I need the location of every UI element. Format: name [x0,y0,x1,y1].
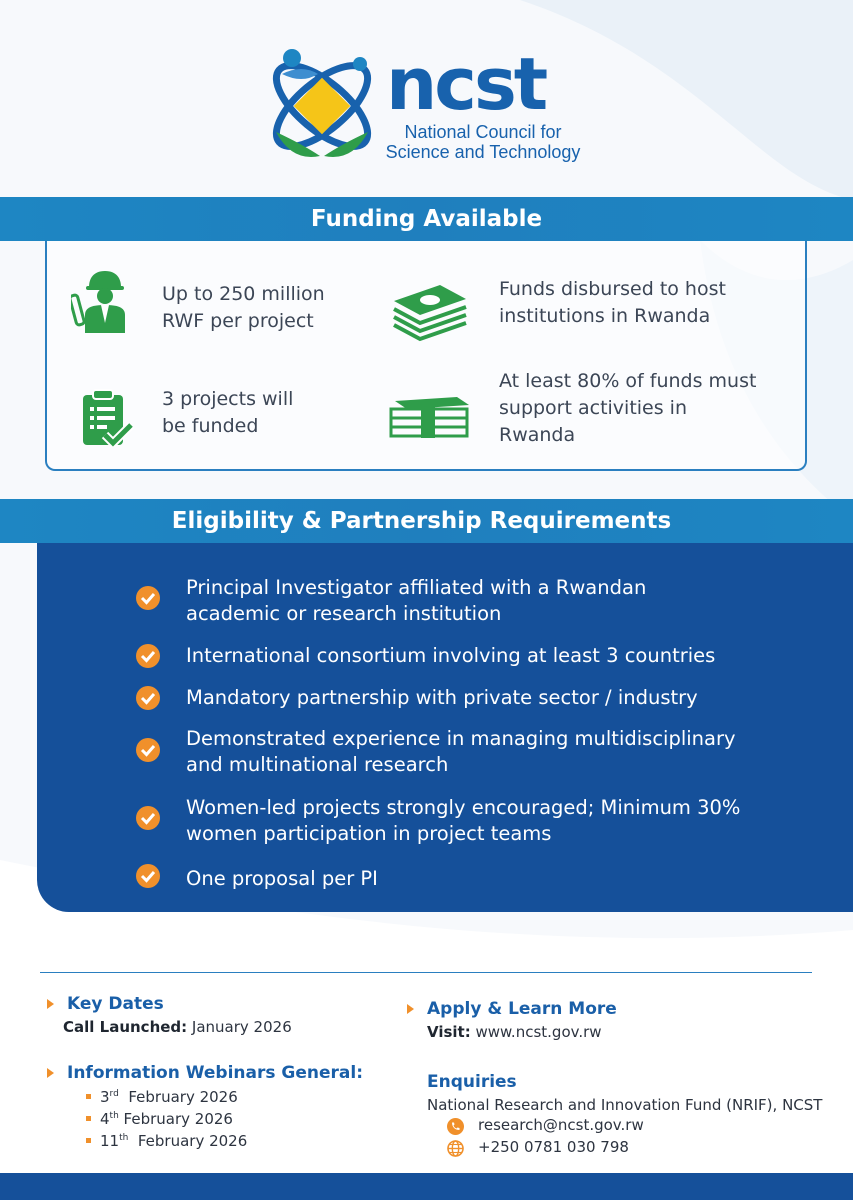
visit-line [427,1023,602,1041]
enquiries-org: National Research and Innovation Fund (NRIF), NCST [427,1096,823,1114]
logo-subtitle-line1: National Council for [404,122,562,142]
webinar-date-suffix: th [109,1111,119,1121]
bullet-arrow-icon [407,1004,414,1014]
call-launched-value: January 2026 [187,1018,292,1036]
webinar-date-rest: February 2026 [118,1088,238,1106]
apply-title: Apply & Learn More [427,999,617,1019]
footer-bar [0,1173,853,1200]
funding-item-disbursed-line1: Funds disbursed to host [499,278,726,300]
funding-header-title: Funding Available [310,206,543,232]
webinar-date-day: 11 [100,1132,120,1150]
enquiries-email[interactable]: research@ncst.gov.rw [478,1116,644,1134]
webinar-date-suffix: th [119,1133,129,1143]
webinar-date-suffix: rd [109,1089,119,1099]
call-launched-label: Call Launched: [63,1018,188,1036]
requirement-line1: Demonstrated experience in managing multidisciplinary [186,727,736,750]
webinar-date-rest: February 2026 [118,1110,233,1128]
requirement-line2: academic or research institution [186,602,502,625]
bullet-arrow-icon [47,999,54,1009]
logo-wordmark: ncst [386,42,546,126]
phone-icon [447,1118,464,1135]
webinar-date [100,1132,247,1150]
webinar-date-rest: February 2026 [128,1132,248,1150]
requirement-line1: Women-led projects strongly encouraged; Minimum 30% [186,796,741,819]
webinars-title: Information Webinars General: [67,1063,363,1083]
requirement-line2: and multinational research [186,753,449,776]
funding-item-disbursed-line2: institutions in Rwanda [499,305,711,327]
webinar-date-day: 4 [100,1110,110,1128]
requirement-line1: One proposal per PI [186,867,378,890]
call-launched [63,1018,292,1036]
enquiries-title: Enquiries [427,1072,517,1092]
funding-item-projects-line1: 3 projects will [162,388,294,410]
requirement-line1: Mandatory partnership with private sector / industry [186,686,698,709]
requirement-line2: women participation in project teams [186,822,552,845]
logo-subtitle-line2: Science and Technology [385,142,581,162]
funding-item-amount-line1: Up to 250 million [162,283,325,305]
webinar-date-day: 3 [100,1088,110,1106]
funding-item-activities-line2: support activities in [499,397,688,419]
funding-item-activities-line1: At least 80% of funds must [499,370,757,392]
funding-item-projects-line2: be funded [162,415,259,437]
webinar-date [100,1110,233,1128]
bullet-square-icon [86,1116,91,1121]
visit-label: Visit: [427,1023,471,1041]
bullet-square-icon [86,1094,91,1099]
enquiries-phone[interactable]: +250 0781 030 798 [478,1138,629,1156]
funding-item-amount-line2: RWF per project [162,310,314,332]
funding-item-activities-line3: Rwanda [499,424,576,446]
bullet-arrow-icon [47,1068,54,1078]
requirement-line1: Principal Investigator affiliated with a Rwandan [186,576,647,599]
requirement-line1: International consortium involving at least 3 countries [186,644,716,667]
key-dates-title: Key Dates [67,994,164,1014]
eligibility-header-title: Eligibility & Partnership Requirements [171,508,672,534]
visit-link[interactable]: www.ncst.gov.rw [470,1023,602,1041]
globe-icon [447,1140,464,1157]
bullet-square-icon [86,1138,91,1143]
webinar-date [100,1088,238,1106]
